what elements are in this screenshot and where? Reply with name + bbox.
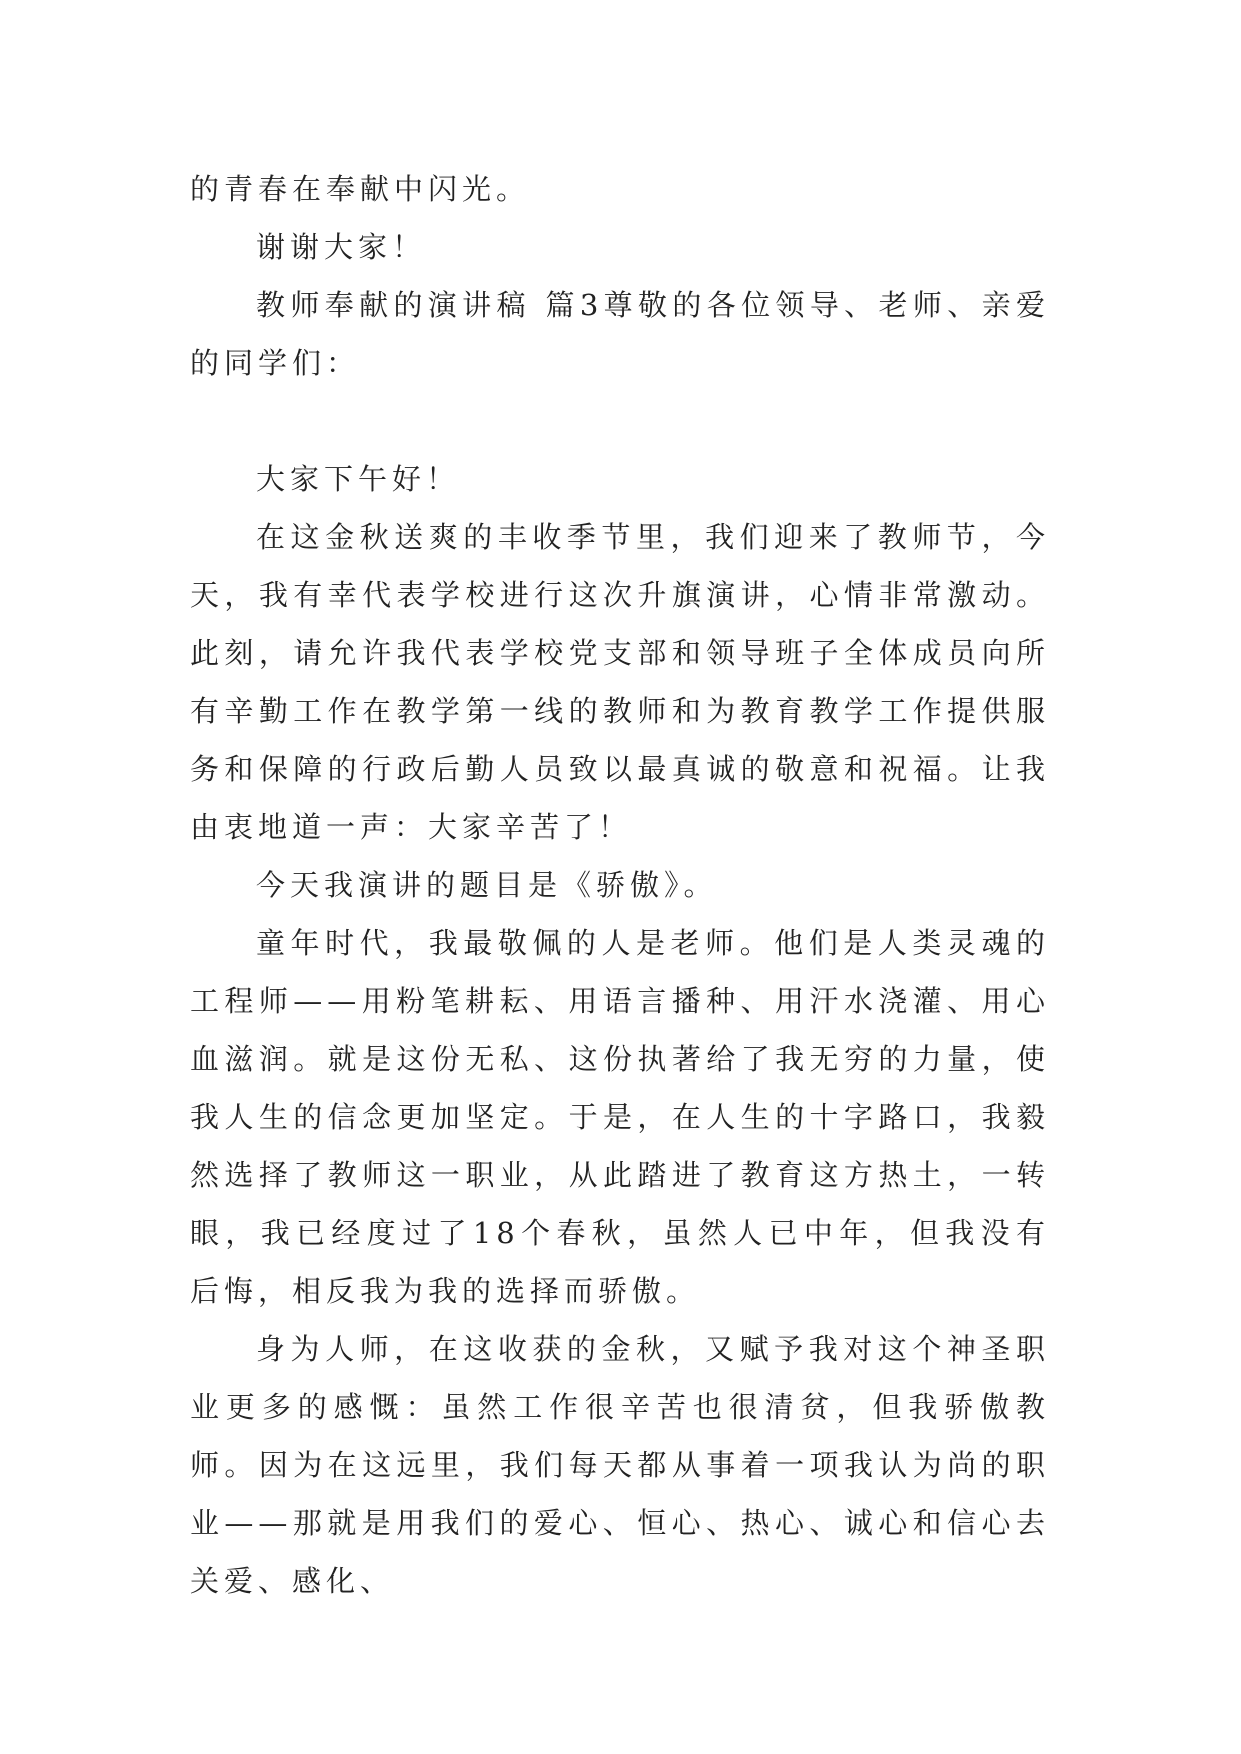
paragraph-good-afternoon: 大家下午好！ [256, 462, 461, 496]
paragraph-teachers-day: 在这金秋送爽的丰收季节里，我们迎来了教师节，今天，我有幸代表学校进行这次升旗演讲，心情非常激动。此刻，请允许我代表学校党支部和领导班子全体成员向所有辛勤工作在教学第一线的教师和为教育教学工作提供服务和保障的行政后勤人员致以最真诚的敬意和祝福。让我由衷地道一声：大家辛苦了！ [190, 520, 1050, 844]
paragraph-heading-greeting: 教师奉献的演讲稿 篇3尊敬的各位领导、老师、亲爱的同学们： [190, 288, 1050, 380]
paragraph-continuation: 的青春在奉献中闪光。 [190, 172, 531, 206]
blank-line [190, 392, 1050, 450]
paragraph-as-teacher: 身为人师，在这收获的金秋，又赋予我对这个神圣职业更多的感慨：虽然工作很辛苦也很清贫，但我骄傲教师。因为在这远里，我们每天都从事着一项我认为尚的职业——那就是用我们的爱心、恒心、热心、诚心和信心去关爱、感化、 [190, 1332, 1050, 1598]
paragraph-childhood: 童年时代，我最敬佩的人是老师。他们是人类灵魂的工程师——用粉笔耕耘、用语言播种、用汗水浇灌、用心血滋润。就是这份无私、这份执著给了我无穷的力量，使我人生的信念更加坚定。于是，在人生的十字路口，我毅然选择了教师这一职业，从此踏进了教育这方热土，一转眼，我已经度过了18个春秋，虽然人已中年，但我没有后悔，相反我为我的选择而骄傲。 [190, 926, 1050, 1308]
paragraph-speech-title: 今天我演讲的题目是《骄傲》。 [256, 868, 718, 902]
paragraph-thanks: 谢谢大家！ [256, 230, 427, 264]
document-page [190, 160, 1050, 1640]
